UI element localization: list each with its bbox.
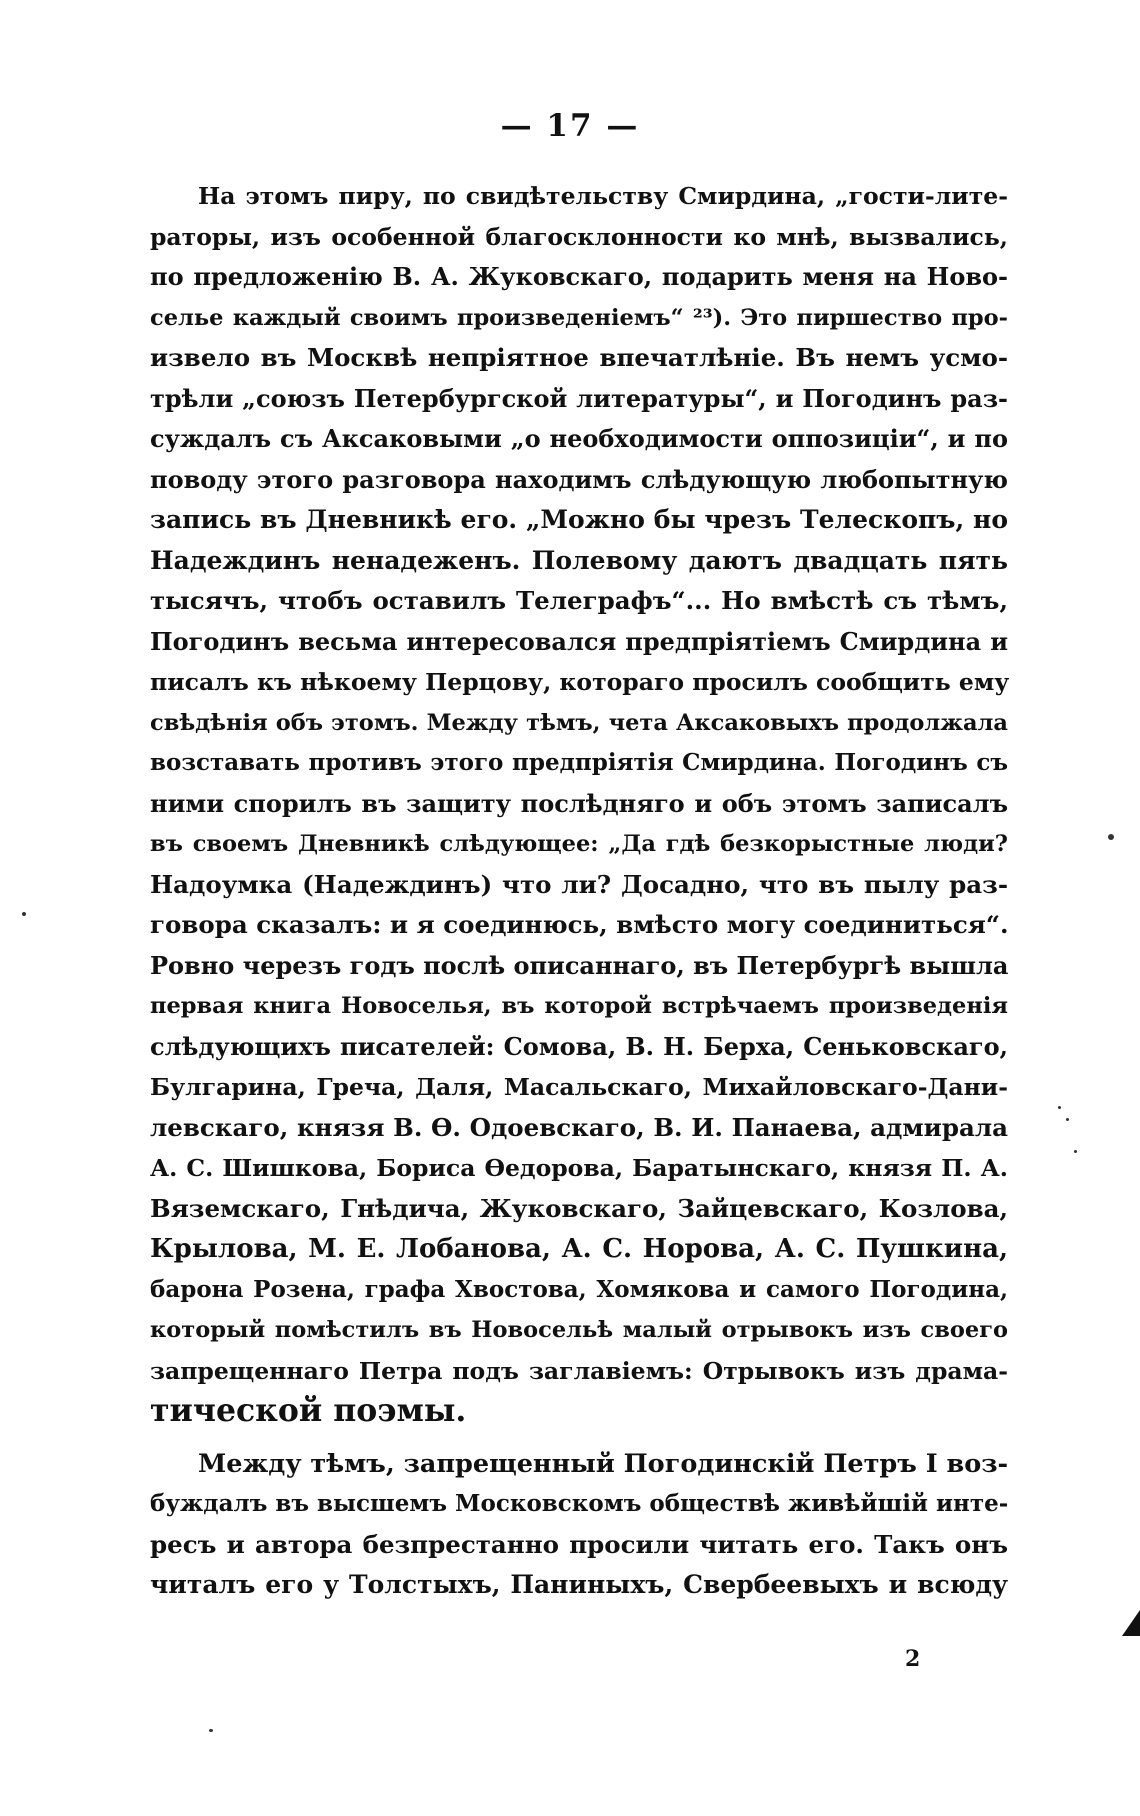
speck	[1066, 1118, 1069, 1121]
text-line: На этомъ пиру, по свидѣтельству Смирдина, „гости-лите-	[198, 182, 1008, 210]
text-line: Вяземскаго, Гнѣдича, Жуковскаго, Зайцевскаго, Козлова,	[150, 1193, 1008, 1223]
text-line: левскаго, князя В. Ѳ. Одоевскаго, В. И. Панаева, адмирала	[150, 1112, 1008, 1142]
text-line: извело въ Москвѣ непріятное впечатлѣніе. Въ немъ усмо-	[150, 343, 1008, 372]
speck	[1074, 1150, 1077, 1153]
speck	[1058, 1106, 1061, 1109]
text-line: слѣдующихъ писателей: Сомова, В. Н. Берха, Сеньковскаго,	[150, 1031, 1008, 1061]
text-line: трѣли „союзъ Петербургской литературы“, и Погодинъ раз-	[150, 383, 1008, 413]
speck	[22, 912, 26, 916]
text-line: который помѣстилъ въ Новосельѣ малый отрывокъ изъ своего	[150, 1317, 1008, 1343]
text-line: Крылова, М. Е. Лобанова, А. С. Норова, А. С. Пушкина,	[150, 1234, 1008, 1264]
text-line: барона Розена, графа Хвостова, Хомякова и самого Погодина,	[150, 1275, 1008, 1303]
text-line: поводу этого разговора находимъ слѣдующую любопытную	[150, 464, 1008, 494]
text-line: читалъ его у Толстыхъ, Паниныхъ, Свербеевыхъ и всюду	[150, 1570, 1008, 1599]
text-line: тысячъ, чтобъ оставилъ Телеграфъ“... Но вмѣстѣ съ тѣмъ,	[150, 586, 1008, 615]
text-line: буждалъ въ высшемъ Московскомъ обществѣ живѣйшій инте-	[150, 1490, 1009, 1517]
text-line: Погодинъ весьма интересовался предпріятіемъ Смирдина и	[150, 626, 1008, 656]
page-number: — 17 —	[500, 108, 640, 144]
text-line: по предложенію В. А. Жуковскаго, подарить меня на Ново-	[150, 262, 1008, 291]
text-line: запись въ Дневникѣ его. „Можно бы чрезъ Телескопъ, но	[150, 505, 1008, 534]
speck	[209, 1729, 213, 1732]
text-line: Надеждинъ ненадеженъ. Полевому даютъ двадцать пять	[150, 545, 1008, 575]
text-line: раторы, изъ особенной благосклонности ко мнѣ, вызвались,	[150, 222, 1008, 251]
text-line: ресъ и автора безпрестанно просили читать его. Такъ онъ	[150, 1529, 1008, 1559]
corner-mark	[1122, 1610, 1140, 1636]
text-line: ними спорилъ въ защиту послѣдняго и объ этомъ записалъ	[150, 788, 1008, 818]
signature-mark: 2	[905, 1646, 921, 1672]
text-line: писалъ къ нѣкоему Перцову, котораго просилъ сообщить ему	[150, 668, 1010, 696]
text-line: суждалъ съ Аксаковыми „о необходимости оппозиціи“, и по	[150, 424, 1008, 453]
text-line: возставать противъ этого предпріятія Смирдина. Погодинъ съ	[150, 749, 1008, 776]
text-line: Надоумка (Надеждинъ) что ли? Досадно, что въ пылу раз-	[150, 869, 1008, 899]
text-line: А. С. Шишкова, Бориса Ѳедорова, Баратынскаго, князя П. А.	[150, 1154, 1008, 1182]
speck	[1108, 834, 1114, 840]
paragraph-1	[150, 176, 1008, 1432]
text-line: Между тѣмъ, запрещенный Погодинскій Петръ I воз-	[198, 1448, 1009, 1479]
text-line: въ своемъ Дневникѣ слѣдующее: „Да гдѣ безкорыстные люди?	[150, 831, 1008, 857]
body-text	[150, 176, 1008, 1606]
paragraph-gap	[150, 1432, 1008, 1444]
text-line: запрещеннаго Петра подъ заглавіемъ: Отрывокъ изъ драма-	[150, 1356, 1008, 1385]
text-line: селье каждый своимъ произведеніемъ“ ²³). Это пиршество про-	[150, 304, 1008, 331]
text-line: говора сказалъ: и я соединюсь, вмѣсто могу соединиться“.	[150, 910, 1009, 939]
text-line: свѣдѣнія объ этомъ. Между тѣмъ, чета Аксаковыхъ продолжала	[150, 709, 1008, 736]
text-line: Ровно черезъ годъ послѣ описаннаго, въ Петербургѣ вышла	[150, 950, 1009, 980]
text-line: Булгарина, Греча, Даля, Масальскаго, Михайловскаго-Дани-	[150, 1073, 1008, 1101]
paragraph-2	[150, 1444, 1008, 1606]
text-line: первая книга Новоселья, въ которой встрѣчаемъ произведенія	[150, 993, 1008, 1019]
text-line: тической поэмы.	[150, 1392, 467, 1429]
